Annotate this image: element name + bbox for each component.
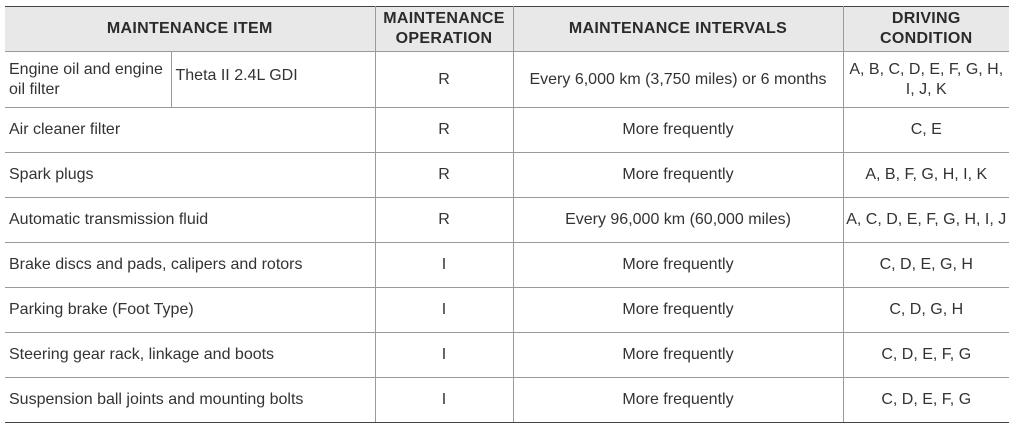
interval-cell: Every 96,000 km (60,000 miles) (513, 198, 843, 243)
operation-cell: I (375, 378, 513, 423)
operation-cell: R (375, 52, 513, 108)
table-row (5, 153, 1009, 198)
maintenance-table-container (5, 6, 1009, 423)
operation-cell: I (375, 243, 513, 288)
header-driving-condition: DRIVING CONDITION (843, 7, 1009, 52)
condition-cell: C, D, G, H (843, 288, 1009, 333)
table-row (5, 378, 1009, 423)
item-cell: Engine oil and engine oil filter (5, 52, 171, 108)
operation-cell: I (375, 288, 513, 333)
interval-cell: More frequently (513, 333, 843, 378)
condition-cell: C, D, E, G, H (843, 243, 1009, 288)
condition-cell: A, B, F, G, H, I, K (843, 153, 1009, 198)
operation-cell: I (375, 333, 513, 378)
sub-item-cell: Theta II 2.4L GDI (171, 52, 375, 108)
table-row (5, 198, 1009, 243)
interval-cell: More frequently (513, 243, 843, 288)
operation-cell: R (375, 198, 513, 243)
table-row (5, 243, 1009, 288)
condition-cell: A, B, C, D, E, F, G, H, I, J, K (843, 52, 1009, 108)
table-row (5, 288, 1009, 333)
interval-cell: Every 6,000 km (3,750 miles) or 6 months (513, 52, 843, 108)
item-cell: Steering gear rack, linkage and boots (5, 333, 375, 378)
condition-cell: C, E (843, 108, 1009, 153)
table-row (5, 108, 1009, 153)
condition-cell: A, C, D, E, F, G, H, I, J (843, 198, 1009, 243)
item-cell: Spark plugs (5, 153, 375, 198)
item-cell: Air cleaner filter (5, 108, 375, 153)
table-header-row (5, 7, 1009, 52)
condition-cell: C, D, E, F, G (843, 378, 1009, 423)
condition-cell: C, D, E, F, G (843, 333, 1009, 378)
operation-cell: R (375, 108, 513, 153)
header-maintenance-item: MAINTENANCE ITEM (5, 7, 375, 52)
item-cell: Automatic transmission fluid (5, 198, 375, 243)
interval-cell: More frequently (513, 288, 843, 333)
operation-cell: R (375, 153, 513, 198)
table-row (5, 52, 1009, 108)
maintenance-table (5, 6, 1009, 423)
table-row (5, 333, 1009, 378)
item-cell: Parking brake (Foot Type) (5, 288, 375, 333)
interval-cell: More frequently (513, 378, 843, 423)
interval-cell: More frequently (513, 153, 843, 198)
item-cell: Brake discs and pads, calipers and rotors (5, 243, 375, 288)
header-maintenance-intervals: MAINTENANCE INTERVALS (513, 7, 843, 52)
item-cell: Suspension ball joints and mounting bolts (5, 378, 375, 423)
header-maintenance-operation: MAINTENANCE OPERATION (375, 7, 513, 52)
interval-cell: More frequently (513, 108, 843, 153)
